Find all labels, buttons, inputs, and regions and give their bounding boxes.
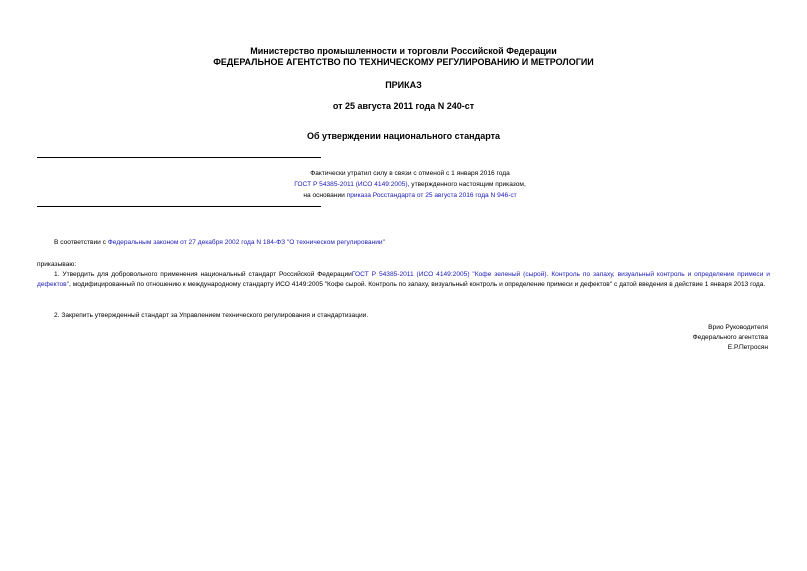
standard-link[interactable]: ГОСТ Р 54385-2011 (ИСО 4149:2005) "Кофе зеленый (сырой). Контроль по запаху, визуальный контроль и определение примеси и дефектов"	[37, 271, 770, 288]
signature-agency: Федерального агентства	[692, 334, 768, 341]
item-1-paragraph	[37, 270, 770, 290]
document-subject: Об утверждении национального стандарта	[306, 131, 501, 141]
status-note-line3	[240, 190, 580, 201]
divider-bottom	[37, 206, 321, 207]
document-date-number: от 25 августа 2011 года N 240-ст	[332, 101, 475, 111]
item-1-end: , модифицированный по отношению к международному стандарту ИСО 4149:2005 "Кофе сырой. Контроль по запаху, визуальный контроль и определение примеси и дефектов" с датой введения в действие 1 января 2013 года.	[69, 281, 766, 288]
item-1-start: 1. Утвердить для добровольного применения национальный стандарт Российской Федерации	[54, 271, 352, 278]
signature-name: Е.Р.Петросян	[727, 344, 768, 351]
rosstandart-order-link[interactable]: приказа Росстандарта от 25 августа 2016 года N 946-ст	[346, 192, 517, 199]
signature-position: Врио Руководителя	[708, 324, 768, 331]
order-word: приказываю:	[37, 261, 77, 268]
status-note-line2	[240, 179, 580, 190]
divider-top	[37, 157, 321, 158]
item-2-paragraph: 2. Закрепить утвержденный стандарт за Управлением технического регулирования и стандартизации.	[54, 312, 369, 319]
gost-link[interactable]: ГОСТ Р 54385-2011 (ИСО 4149:2005)	[294, 181, 408, 188]
federal-law-link[interactable]: Федеральным законом от 27 декабря 2002 года N 184-ФЗ "О техническом регулировании"	[107, 239, 385, 246]
basis-text: В соответствии с	[54, 239, 108, 246]
status-note-line3-text: на основании	[303, 192, 347, 199]
basis-paragraph	[54, 238, 754, 248]
status-note-line2-text: , утвержденного настоящим приказом,	[407, 181, 526, 188]
status-note-line1: Фактически утратил силу в связи с отменой с 1 января 2016 года	[310, 170, 510, 177]
agency-title: ФЕДЕРАЛЬНОЕ АГЕНТСТВО ПО ТЕХНИЧЕСКОМУ РЕГУЛИРОВАНИЮ И МЕТРОЛОГИИ	[213, 57, 594, 67]
document-type: ПРИКАЗ	[385, 80, 422, 90]
ministry-title: Министерство промышленности и торговли Российской Федерации	[250, 46, 557, 56]
